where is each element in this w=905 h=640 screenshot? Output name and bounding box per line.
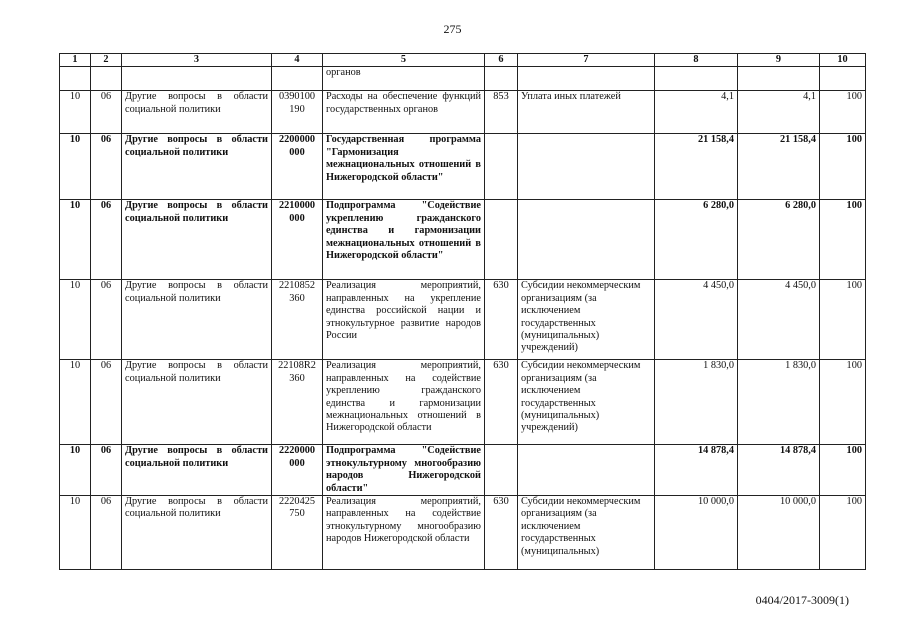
table-row xyxy=(60,496,866,570)
target-article-cell: 2220425 750 xyxy=(272,496,323,570)
expense-name-cell: Расходы на обеспечение функций государственных органов xyxy=(323,91,485,134)
executed-amount-cell xyxy=(738,67,820,91)
document-code: 0404/2017-3009(1) xyxy=(755,593,849,607)
percent-cell: 100 xyxy=(820,360,866,445)
expense-type-cell: 630 xyxy=(485,360,518,445)
subsection-name-cell xyxy=(122,67,272,91)
expense-type-cell xyxy=(485,445,518,496)
expense-type-cell xyxy=(485,67,518,91)
expense-type-cell: 853 xyxy=(485,91,518,134)
subsection-code-cell: 06 xyxy=(91,200,122,280)
target-article-cell: 0390100 190 xyxy=(272,91,323,134)
expense-type-name-cell: Субсидии некоммерческим организациям (за исключением государственных (муниципальных) учреждений) xyxy=(518,280,655,360)
column-header: 7 xyxy=(518,54,655,67)
executed-amount-cell: 6 280,0 xyxy=(738,200,820,280)
target-article-cell: 2210852 360 xyxy=(272,280,323,360)
subsection-code-cell xyxy=(91,67,122,91)
table-row xyxy=(60,360,866,445)
percent-cell: 100 xyxy=(820,91,866,134)
expense-type-name-cell xyxy=(518,134,655,200)
column-header: 4 xyxy=(272,54,323,67)
subsection-code-cell: 06 xyxy=(91,134,122,200)
executed-amount-cell: 10 000,0 xyxy=(738,496,820,570)
subsection-code-cell: 06 xyxy=(91,91,122,134)
subsection-name-cell: Другие вопросы в области социальной политики xyxy=(122,280,272,360)
subsection-name-cell: Другие вопросы в области социальной политики xyxy=(122,360,272,445)
percent-cell: 100 xyxy=(820,496,866,570)
section-code-cell: 10 xyxy=(60,360,91,445)
subsection-code-cell: 06 xyxy=(91,445,122,496)
section-code-cell: 10 xyxy=(60,496,91,570)
column-header: 8 xyxy=(655,54,738,67)
planned-amount-cell: 14 878,4 xyxy=(655,445,738,496)
target-article-cell: 2200000 000 xyxy=(272,134,323,200)
subsection-name-cell: Другие вопросы в области социальной политики xyxy=(122,200,272,280)
percent-cell: 100 xyxy=(820,280,866,360)
table-row xyxy=(60,134,866,200)
expense-name-cell: Государственная программа "Гармонизация межнациональных отношений в Нижегородской области" xyxy=(323,134,485,200)
expense-type-name-cell: Субсидии некоммерческим организациям (за исключением государственных (муниципальных) xyxy=(518,496,655,570)
subsection-name-cell: Другие вопросы в области социальной политики xyxy=(122,496,272,570)
percent-cell xyxy=(820,67,866,91)
executed-amount-cell: 1 830,0 xyxy=(738,360,820,445)
expense-type-name-cell: Уплата иных платежей xyxy=(518,91,655,134)
subsection-code-cell: 06 xyxy=(91,360,122,445)
table-row xyxy=(60,91,866,134)
percent-cell: 100 xyxy=(820,445,866,496)
table-row xyxy=(60,445,866,496)
executed-amount-cell: 21 158,4 xyxy=(738,134,820,200)
planned-amount-cell: 10 000,0 xyxy=(655,496,738,570)
expense-type-cell xyxy=(485,134,518,200)
section-code-cell: 10 xyxy=(60,91,91,134)
expense-type-cell: 630 xyxy=(485,280,518,360)
target-article-cell: 22108R2 360 xyxy=(272,360,323,445)
planned-amount-cell: 21 158,4 xyxy=(655,134,738,200)
expense-name-cell: Реализация мероприятий, направленных на содействие этнокультурному многообразию народов Нижегородской области xyxy=(323,496,485,570)
subsection-name-cell: Другие вопросы в области социальной политики xyxy=(122,134,272,200)
section-code-cell xyxy=(60,67,91,91)
column-header: 10 xyxy=(820,54,866,67)
target-article-cell: 2220000 000 xyxy=(272,445,323,496)
column-header: 6 xyxy=(485,54,518,67)
expense-name-cell: Подпрограмма "Содействие укреплению гражданского единства и гармонизации межнациональных отношений в Нижегородской области" xyxy=(323,200,485,280)
expense-type-name-cell: Субсидии некоммерческим организациям (за исключением государственных (муниципальных) учреждений) xyxy=(518,360,655,445)
expense-type-cell: 630 xyxy=(485,496,518,570)
subsection-code-cell: 06 xyxy=(91,496,122,570)
expense-type-name-cell xyxy=(518,67,655,91)
planned-amount-cell: 4 450,0 xyxy=(655,280,738,360)
executed-amount-cell: 14 878,4 xyxy=(738,445,820,496)
expense-type-cell xyxy=(485,200,518,280)
section-code-cell: 10 xyxy=(60,200,91,280)
subsection-name-cell: Другие вопросы в области социальной политики xyxy=(122,445,272,496)
expense-name-cell: Реализация мероприятий, направленных на укрепление единства российской нации и этнокультурное развитие народов России xyxy=(323,280,485,360)
target-article-cell xyxy=(272,67,323,91)
planned-amount-cell: 4,1 xyxy=(655,91,738,134)
section-code-cell: 10 xyxy=(60,280,91,360)
section-code-cell: 10 xyxy=(60,134,91,200)
expense-name-cell: Подпрограмма "Содействие этнокультурному многообразию народов Нижегородской области" xyxy=(323,445,485,496)
table-row xyxy=(60,67,866,91)
header-row xyxy=(60,54,866,67)
percent-cell: 100 xyxy=(820,134,866,200)
expense-name-cell: органов xyxy=(323,67,485,91)
expense-type-name-cell xyxy=(518,200,655,280)
expense-name-cell: Реализация мероприятий, направленных на содействие укреплению гражданского единства и гармонизации межнациональных отношений в Нижегородской области xyxy=(323,360,485,445)
subsection-name-cell: Другие вопросы в области социальной политики xyxy=(122,91,272,134)
planned-amount-cell: 6 280,0 xyxy=(655,200,738,280)
page-number: 275 xyxy=(443,22,462,36)
percent-cell: 100 xyxy=(820,200,866,280)
section-code-cell: 10 xyxy=(60,445,91,496)
target-article-cell: 2210000 000 xyxy=(272,200,323,280)
budget-table xyxy=(59,53,866,570)
executed-amount-cell: 4,1 xyxy=(738,91,820,134)
subsection-code-cell: 06 xyxy=(91,280,122,360)
planned-amount-cell xyxy=(655,67,738,91)
planned-amount-cell: 1 830,0 xyxy=(655,360,738,445)
table-row xyxy=(60,200,866,280)
executed-amount-cell: 4 450,0 xyxy=(738,280,820,360)
column-header: 1 xyxy=(60,54,91,67)
column-header: 3 xyxy=(122,54,272,67)
column-header: 5 xyxy=(323,54,485,67)
column-header: 9 xyxy=(738,54,820,67)
expense-type-name-cell xyxy=(518,445,655,496)
table-row xyxy=(60,280,866,360)
column-header: 2 xyxy=(91,54,122,67)
